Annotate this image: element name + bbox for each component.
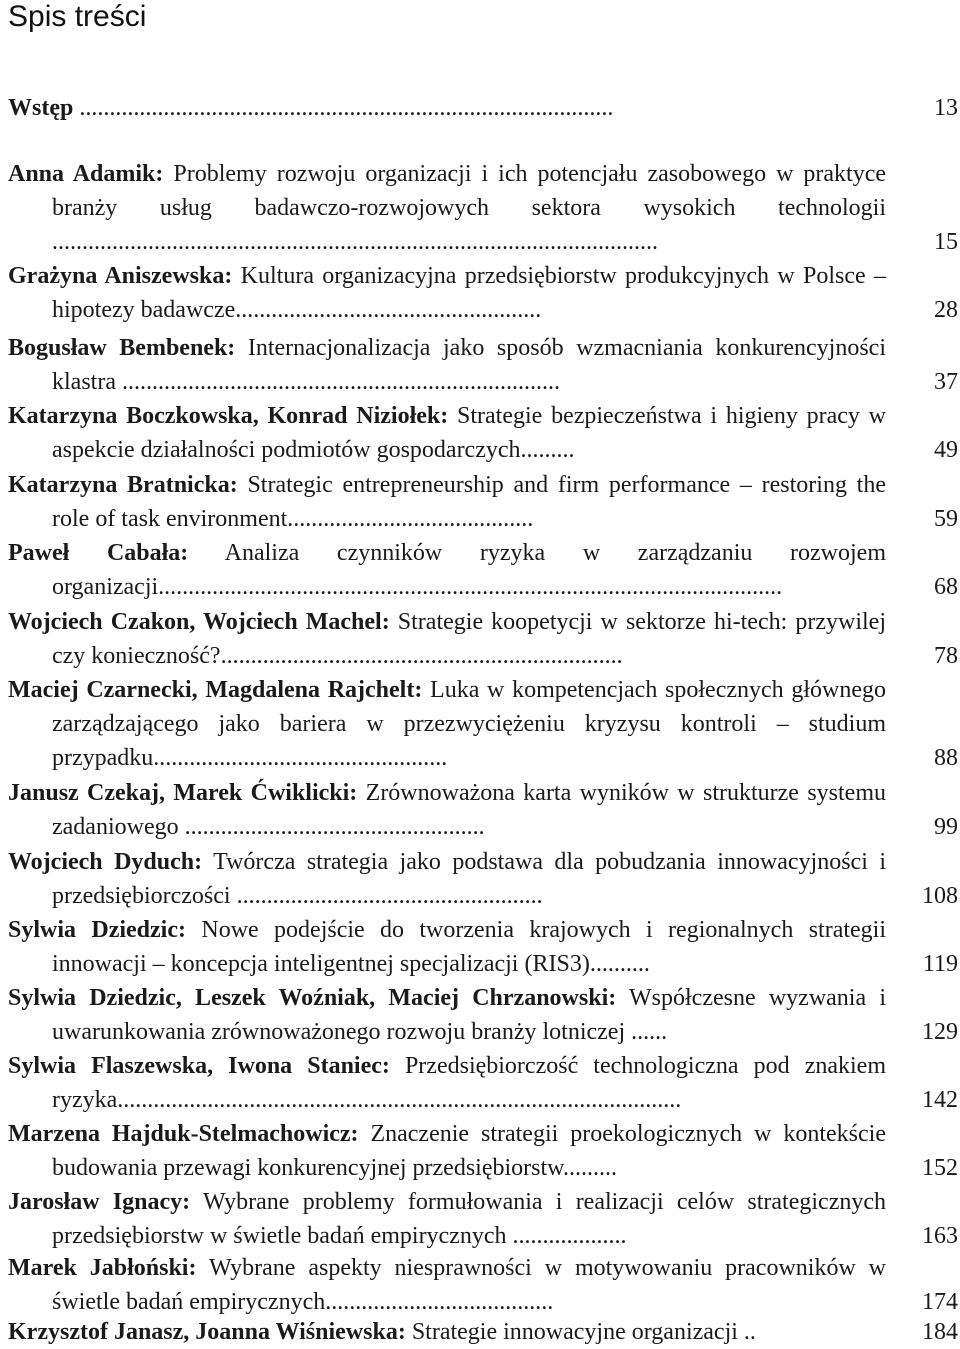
toc-entry [8,91,960,125]
entry-leader-dots: .. [737,1319,756,1345]
entry-page-number: 184 [922,1319,958,1345]
entry-author: Sylwia Flaszewska, Iwona Staniec: [8,1053,390,1079]
entry-title: Strategie innowacyjne organizacji [405,1319,738,1345]
entry-page-number: 99 [934,814,958,840]
entry-page-number: 152 [922,1155,958,1181]
entry-title: Strategie bezpieczeństwa i higieny pracy w aspekcie działalności podmiotów gospodarczych [52,403,886,463]
entry-title: Luka w kompetencjach społecznych głównego zarządzającego jako bariera w przezwyciężeniu kryzysu kontroli – studium przypadku [52,677,887,771]
entry-leader-dots: ......................................... [287,506,534,532]
entry-author: Krzysztof Janasz, Joanna Wiśniewska: [8,1319,406,1345]
toc-entry [8,776,960,844]
entry-leader-dots: ..................................................................................................... [52,229,658,255]
entry-leader-dots: ................................................................... [220,643,623,669]
entry-title: Znaczenie strategii proekologicznych w kontekście budowania przewagi konkurencyjnej przedsiębiorstw [52,1121,886,1181]
entry-leader-dots: ................................................... [230,883,543,909]
entry-leader-dots: ................... [506,1223,627,1249]
entry-title: Internacjonalizacja jako sposób wzmacniania konkurencyjności klastra [52,335,887,395]
entry-leader-dots: .......... [589,951,650,977]
entry-title: Nowe podejście do tworzenia krajowych i regionalnych strategii innowacji – koncepcja inteligentnej specjalizacji (RIS3) [52,917,886,977]
toc-entry [8,1117,960,1185]
entry-author: Wojciech Czakon, Wojciech Machel: [8,609,390,635]
entry-title: Współczesne wyzwania i uwarunkowania zrównoważonego rozwoju branży lotniczej [52,985,886,1045]
entry-page-number: 119 [922,951,958,977]
entry-leader-dots: ......... [520,437,575,463]
entry-page-number: 28 [934,297,958,323]
entry-author: Bogusław Bembenek: [8,335,236,361]
entry-author: Anna Adamik: [8,161,164,187]
toc-entry [8,913,960,981]
toc-entry [8,605,960,673]
toc-entry [8,157,960,259]
entry-page-number: 68 [934,574,958,600]
entry-page-number: 13 [934,95,958,121]
entry-author: Sylwia Dziedzic, Leszek Woźniak, Maciej Chrzanowski: [8,985,617,1011]
entry-author: Jarosław Ignacy: [8,1189,191,1215]
toc-entry [8,845,960,913]
entry-title: Kultura organizacyjna przedsiębiorstw produkcyjnych w Polsce – hipotezy badawcze [52,263,886,323]
entry-author: Grażyna Aniszewska: [8,263,233,289]
entry-page-number: 78 [934,643,958,669]
entry-author: Katarzyna Bratnicka: [8,472,238,498]
entry-author: Maciej Czarnecki, Magdalena Rajchelt: [8,677,423,703]
entry-page-number: 163 [922,1223,958,1249]
entry-title: Twórcza strategia jako podstawa dla pobudzania innowacyjności i przedsiębiorczości [52,849,886,909]
entry-title: Analiza czynników ryzyka w zarządzaniu rozwojem organizacji [52,540,886,600]
entry-title: Przedsiębiorczość technologiczna pod znakiem ryzyka [52,1053,886,1113]
entry-title: Wybrane problemy formułowania i realizacji celów strategicznych przedsiębiorstw w świetle badań empirycznych [52,1189,886,1249]
toc-entry [8,981,960,1049]
toc-entry [8,1185,960,1253]
toc-entry [8,468,960,536]
entry-page-number: 174 [922,1289,958,1315]
entry-page-number: 15 [934,229,958,255]
entry-title: Strategic entrepreneurship and firm performance – restoring the role of task environment [52,472,887,532]
entry-author: Wojciech Dyduch: [8,849,203,875]
toc-entry [8,1251,960,1319]
entry-author: Marzena Hajduk-Stelmachowicz: [8,1121,359,1147]
toc-entry [8,331,960,399]
entry-leader-dots: ......................................................................................... [73,95,614,121]
toc-entry [8,399,960,467]
entry-page-number: 129 [922,1019,958,1045]
entry-title: Wybrane aspekty niesprawności w motywowaniu pracowników w świetle badań empirycznych [52,1255,887,1315]
entry-leader-dots: ...................................... [325,1289,554,1315]
entry-leader-dots: ................................................. [153,745,448,771]
entry-page-number: 108 [922,883,958,909]
entry-page-number: 88 [934,745,958,771]
entry-page-number: 37 [934,369,958,395]
entry-leader-dots: ...... [625,1019,668,1045]
entry-title: Problemy rozwoju organizacji i ich potencjału zasobowego w praktyce branży usług badawczo-rozwojowych sektora wysokich technologii [52,161,887,221]
entry-page-number: 49 [934,437,958,463]
entry-author: Katarzyna Boczkowska, Konrad Niziołek: [8,403,449,429]
entry-author: Sylwia Dziedzic: [8,917,186,943]
entry-leader-dots: ................................................... [235,297,542,323]
entry-leader-dots: .................................................. [178,814,485,840]
entry-leader-dots: .............................................................................................. [117,1087,682,1113]
toc-entry [8,536,960,604]
entry-title: Zrównoważona karta wyników w strukturze systemu zadaniowego [52,780,886,840]
toc-entry [8,673,960,775]
entry-leader-dots: ......... [562,1155,617,1181]
entry-author: Wstęp [8,95,74,121]
toc-entry [8,1315,960,1349]
entry-author: Marek Jabłoński: [8,1255,197,1281]
entry-page-number: 59 [934,506,958,532]
toc-entry [8,259,960,327]
entry-page-number: 142 [922,1087,958,1113]
toc-entry [8,1049,960,1117]
entry-leader-dots: ........................................................................................................ [158,574,783,600]
entry-title: Strategie koopetycji w sektorze hi-tech: przywilej czy konieczność? [52,609,886,669]
entry-leader-dots: ......................................................................... [115,369,560,395]
entry-author: Janusz Czekaj, Marek Ćwiklicki: [8,780,358,806]
entry-author: Paweł Cabała: [8,540,189,566]
toc-heading: Spis treści [8,0,147,33]
